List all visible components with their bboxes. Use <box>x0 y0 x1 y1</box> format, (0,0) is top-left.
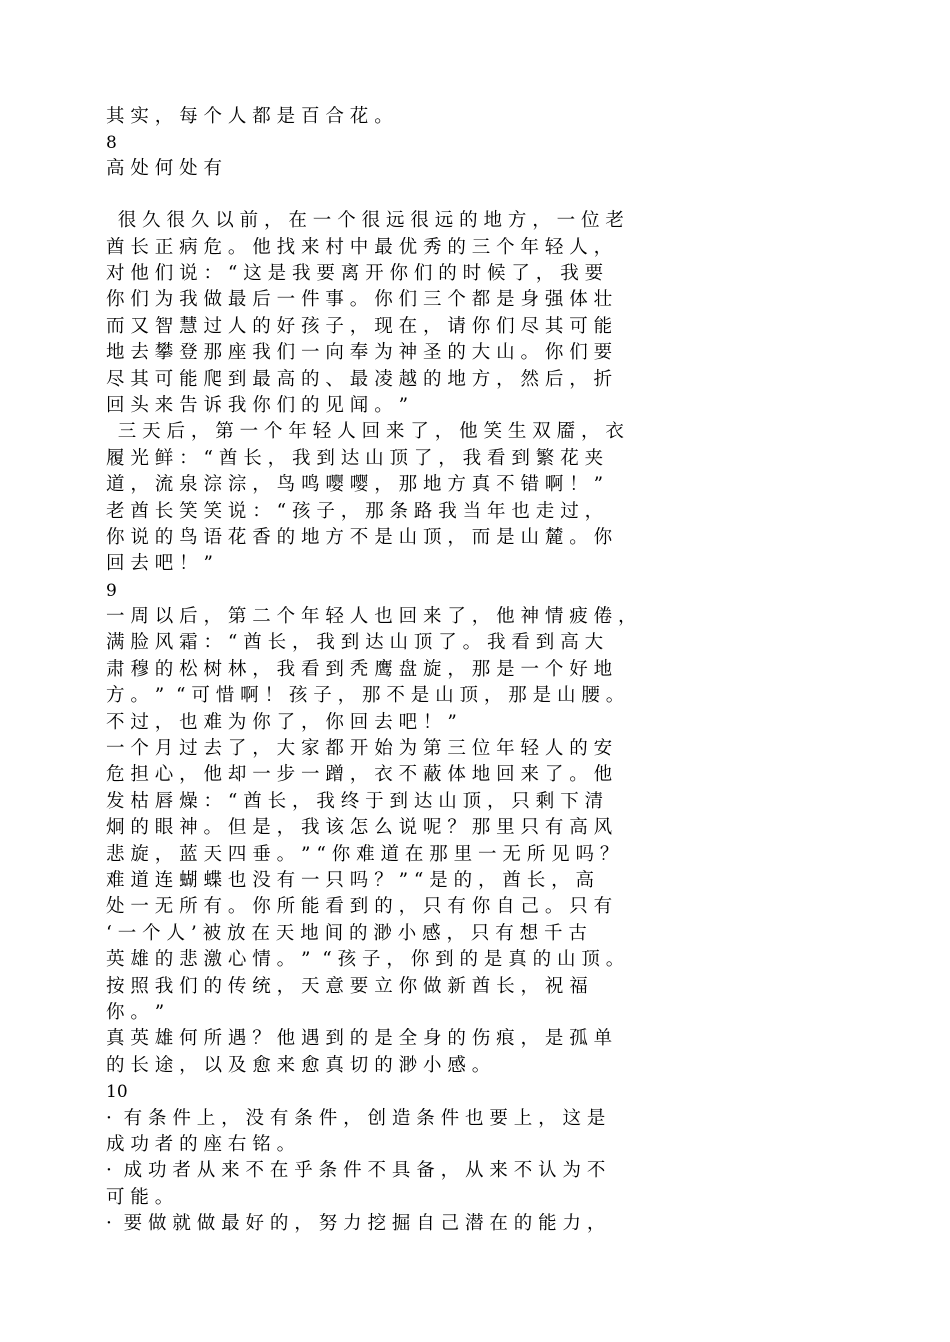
text-line: 危 担 心 ， 他 却 一 步 一 蹭 ， 衣 不 蔽 体 地 回 来 了 。 他 <box>106 764 613 785</box>
text-line: 真 英 雄 何 所 遇 ？ 他 遇 到 的 是 全 身 的 伤 痕 ， 是 孤 单 <box>106 1028 613 1049</box>
bullet-line: · 成 功 者 从 来 不 在 乎 条 件 不 具 备 ， 从 来 不 认 为 不 <box>106 1160 606 1181</box>
text-line: 悲 旋 ， 蓝 天 四 垂 。 ” “ 你 难 道 在 那 里 一 无 所 见 吗 ？ <box>106 844 619 865</box>
page-number: 8 <box>106 133 117 153</box>
text-line: 一 个 月 过 去 了 ， 大 家 都 开 始 为 第 三 位 年 轻 人 的 安 <box>106 738 613 759</box>
text-line: 你 说 的 鸟 语 花 香 的 地 方 不 是 山 顶 ， 而 是 山 麓 。 你 <box>106 527 613 548</box>
text-line: 老 酋 长 笑 笑 说 ： “ 孩 子 ， 那 条 路 我 当 年 也 走 过 ， <box>106 501 604 522</box>
text-line: 炯 的 眼 神 。 但 是 ， 我 该 怎 么 说 呢 ？ 那 里 只 有 高 风 <box>106 817 613 838</box>
text-line: 三 天 后 ， 第 一 个 年 轻 人 回 来 了 ， 他 笑 生 双 靥 ， 衣 <box>106 421 624 442</box>
text-line: 你 。 ” <box>106 1002 165 1023</box>
text-line: ‘ 一 个 人 ’ 被 放 在 天 地 间 的 渺 小 感 ， 只 有 想 千 古 <box>106 923 587 944</box>
text-line: 尽 其 可 能 爬 到 最 高 的 、 最 凌 越 的 地 方 ， 然 后 ， 折 <box>106 369 613 390</box>
text-line: 成 功 者 的 座 右 铭 。 <box>106 1134 296 1155</box>
text-line: 满 脸 风 霜 ： “ 酋 长 ， 我 到 达 山 顶 了 。 我 看 到 高 大 <box>106 632 604 653</box>
text-line: 英 雄 的 悲 激 心 情 。 ” “ 孩 子 ， 你 到 的 是 真 的 山 顶 。 <box>106 949 625 970</box>
section-title: 高 处 何 处 有 <box>106 158 223 179</box>
text-line: 履 光 鲜 ： “ 酋 长 ， 我 到 达 山 顶 了 ， 我 看 到 繁 花 夹 <box>106 448 604 469</box>
text-line: 你 们 为 我 做 最 后 一 件 事 。 你 们 三 个 都 是 身 强 体 壮 <box>106 289 613 310</box>
text-line: 而 又 智 慧 过 人 的 好 孩 子 ， 现 在 ， 请 你 们 尽 其 可 能 <box>106 316 613 337</box>
bullet-line: · 有 条 件 上 ， 没 有 条 件 ， 创 造 条 件 也 要 上 ， 这 是 <box>106 1108 606 1129</box>
text-line: 方 。 ” “ 可 惜 啊 ！ 孩 子 ， 那 不 是 山 顶 ， 那 是 山 腰 。 <box>106 685 625 706</box>
text-line: 回 去 吧 ！ ” <box>106 553 213 574</box>
text-line: 的 长 途 ， 以 及 愈 来 愈 真 切 的 渺 小 感 。 <box>106 1055 491 1076</box>
text-line: 其 实 ， 每 个 人 都 是 百 合 花 。 <box>106 106 393 127</box>
text-line: 可 能 。 <box>106 1187 174 1208</box>
text-line: 地 去 攀 登 那 座 我 们 一 向 奉 为 神 圣 的 大 山 。 你 们 要 <box>106 342 613 363</box>
text-line: 酋 长 正 病 危 。 他 找 来 村 中 最 优 秀 的 三 个 年 轻 人 ， <box>106 237 613 258</box>
text-line: 肃 穆 的 松 树 林 ， 我 看 到 秃 鹰 盘 旋 ， 那 是 一 个 好 地 <box>106 659 613 680</box>
text-line: 对 他 们 说 ： “ 这 是 我 要 离 开 你 们 的 时 候 了 ， 我 要 <box>106 263 604 284</box>
text-line: 回 头 来 告 诉 我 你 们 的 见 闻 。 ” <box>106 395 409 416</box>
text-line: 按 照 我 们 的 传 统 ， 天 意 要 立 你 做 新 酋 长 ， 祝 福 <box>106 976 588 997</box>
text-line: 一 周 以 后 ， 第 二 个 年 轻 人 也 回 来 了 ， 他 神 情 疲 倦 ， <box>106 606 637 627</box>
text-line: 处 一 无 所 有 。 你 所 能 看 到 的 ， 只 有 你 自 己 。 只 有 <box>106 896 613 917</box>
text-line: 发 枯 唇 燥 ： “ 酋 长 ， 我 终 于 到 达 山 顶 ， 只 剩 下 清 <box>106 791 604 812</box>
text-line: 很 久 很 久 以 前 ， 在 一 个 很 远 很 远 的 地 方 ， 一 位 老 <box>106 210 624 231</box>
bullet-line: · 要 做 就 做 最 好 的 ， 努 力 挖 掘 自 己 潜 在 的 能 力 ， <box>106 1213 606 1234</box>
text-line: 道 ， 流 泉 淙 淙 ， 鸟 鸣 嘤 嘤 ， 那 地 方 真 不 错 啊 ！ ” <box>106 474 604 495</box>
text-line: 难 道 连 蝴 蝶 也 没 有 一 只 吗 ？ ” “ 是 的 ， 酋 长 ， 高 <box>106 870 595 891</box>
page-number: 10 <box>106 1082 128 1102</box>
text-line: 不 过 ， 也 难 为 你 了 ， 你 回 去 吧 ！ ” <box>106 712 457 733</box>
page-number: 9 <box>106 581 117 601</box>
